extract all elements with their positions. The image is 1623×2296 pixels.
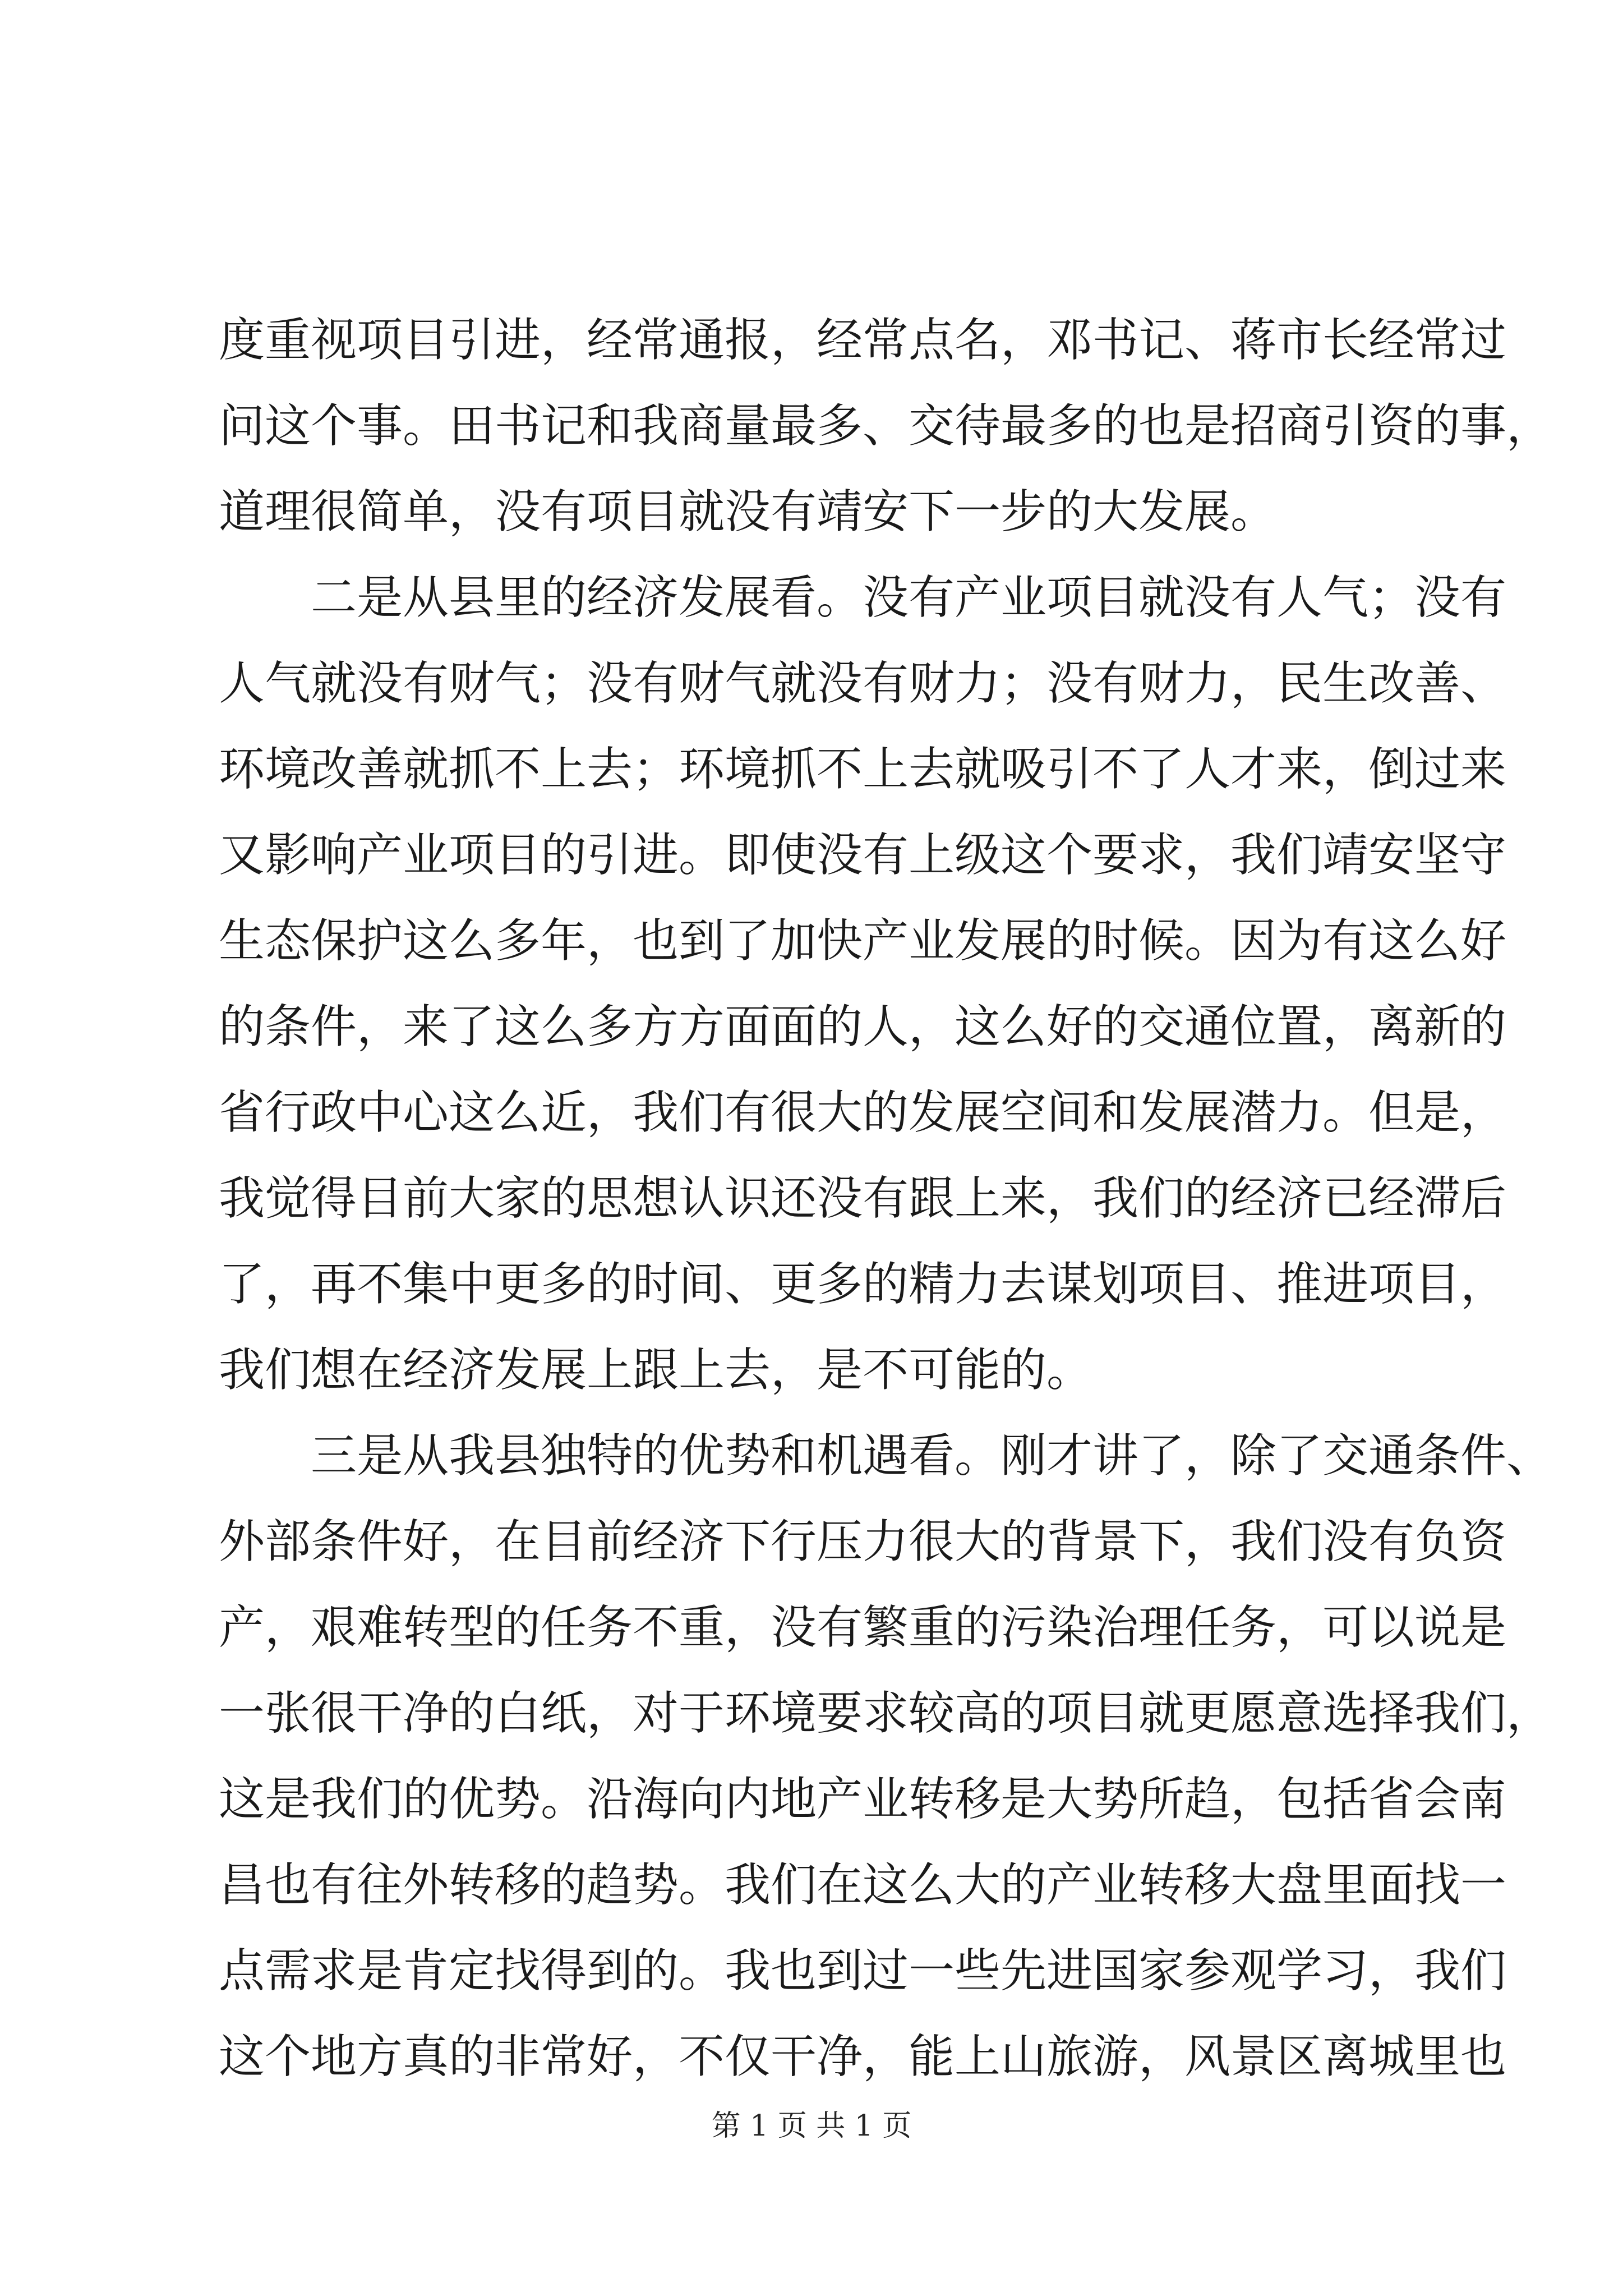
text-line: 又影响产业项目的引进。即使没有上级这个要求，我们靖安坚守 [219, 829, 1507, 882]
text-line: 的条件，来了这么多方方面面的人，这么好的交通位置，离新的 [219, 1000, 1507, 1053]
paragraph-start-line: 三是从我县独特的优势和机遇看。刚才讲了，除了交通条件、 [311, 1429, 1553, 1483]
text-line: 了，再不集中更多的时间、更多的精力去谋划项目、推进项目， [219, 1258, 1507, 1311]
text-line: 道理很简单，没有项目就没有靖安下一步的大发展。 [219, 485, 1277, 539]
text-line: 产，艰难转型的任务不重，没有繁重的污染治理任务，可以说是 [219, 1601, 1507, 1654]
text-line: 生态保护这么多年，也到了加快产业发展的时候。因为有这么好 [219, 914, 1507, 968]
text-line: 省行政中心这么近，我们有很大的发展空间和发展潜力。但是， [219, 1086, 1507, 1139]
text-line: 度重视项目引进，经常通报，经常点名，邓书记、蒋市长经常过 [219, 314, 1507, 367]
text-line: 我们想在经济发展上跟上去，是不可能的。 [219, 1343, 1093, 1397]
text-line: 人气就没有财气；没有财气就没有财力；没有财力，民生改善、 [219, 657, 1507, 710]
text-line: 外部条件好，在目前经济下行压力很大的背景下，我们没有负资 [219, 1515, 1507, 1568]
text-line: 这是我们的优势。沿海向内地产业转移是大势所趋，包括省会南 [219, 1773, 1507, 1826]
text-line: 我觉得目前大家的思想认识还没有跟上来，我们的经济已经滞后 [219, 1172, 1507, 1225]
text-line: 点需求是肯定找得到的。我也到过一些先进国家参观学习，我们 [219, 1944, 1507, 1998]
text-line: 环境改善就抓不上去；环境抓不上去就吸引不了人才来，倒过来 [219, 743, 1507, 796]
document-body [219, 297, 1553, 2100]
text-line: 一张很干净的白纸，对于环境要求较高的项目就更愿意选择我们， [219, 1687, 1553, 1740]
page-number-footer: 第 1 页 共 1 页 [711, 2109, 912, 2143]
text-line: 问这个事。田书记和我商量最多、交待最多的也是招商引资的事， [219, 399, 1553, 453]
text-line: 这个地方真的非常好，不仅干净，能上山旅游，风景区离城里也 [219, 2030, 1507, 2083]
text-line: 昌也有往外转移的趋势。我们在这么大的产业转移大盘里面找一 [219, 1858, 1507, 1912]
paragraph-start-line: 二是从县里的经济发展看。没有产业项目就没有人气；没有 [311, 571, 1507, 624]
